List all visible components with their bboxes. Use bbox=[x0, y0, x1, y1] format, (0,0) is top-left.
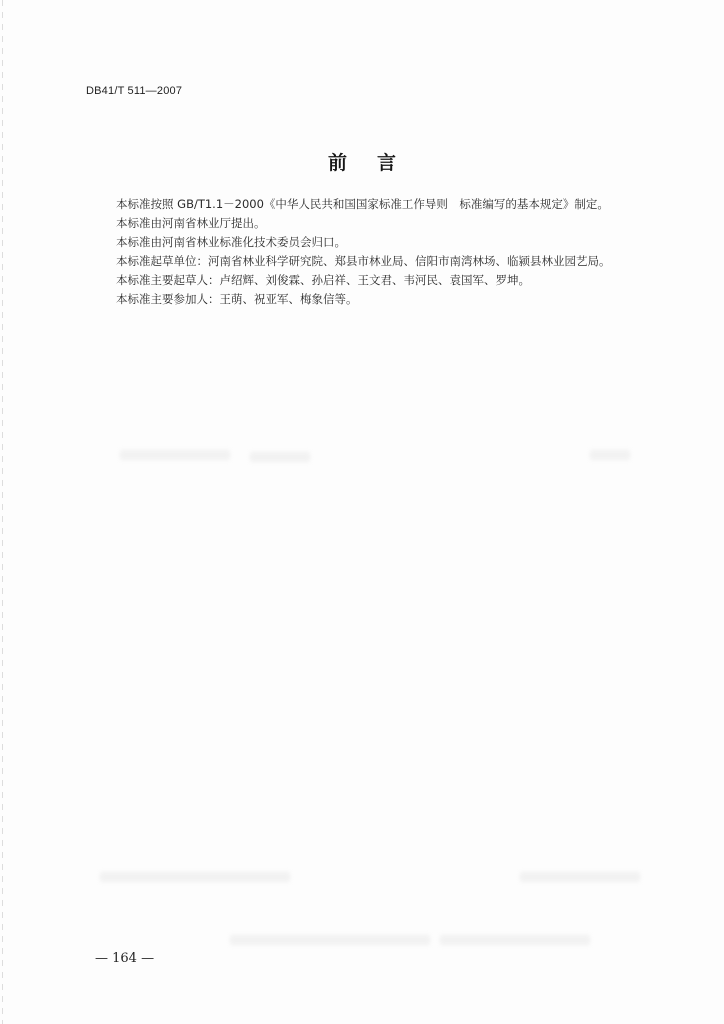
show-through-smudge bbox=[440, 935, 590, 945]
show-through-smudge bbox=[520, 872, 640, 882]
section-title bbox=[0, 148, 724, 175]
show-through-smudge bbox=[590, 450, 630, 460]
foreword-paragraph: 本标准按照 GB/T1.1－2000《中华人民共和国国家标准工作导则 标准编写的基本规定》制定。 bbox=[116, 197, 609, 211]
foreword-paragraph: 本标准由河南省林业标准化技术委员会归口。 bbox=[116, 235, 346, 249]
foreword-paragraph: 本标准主要参加人：王萌、祝亚军、梅象信等。 bbox=[116, 292, 358, 306]
page-number: — 164 — bbox=[95, 951, 155, 966]
show-through-smudge bbox=[100, 872, 290, 882]
section-title-part1: 前 bbox=[327, 152, 347, 174]
foreword-paragraph: 本标准起草单位：河南省林业科学研究院、郑县市林业局、信阳市南湾林场、临颍县林业园艺局。 bbox=[116, 254, 611, 268]
show-through-smudge bbox=[230, 935, 430, 945]
show-through-smudge bbox=[250, 452, 310, 462]
foreword-body bbox=[116, 195, 676, 309]
show-through-smudge bbox=[120, 450, 230, 460]
foreword-paragraph: 本标准由河南省林业厅提出。 bbox=[116, 216, 266, 230]
section-title-part2: 言 bbox=[377, 152, 397, 174]
document-code: DB41/T 511—2007 bbox=[86, 85, 183, 97]
foreword-paragraph: 本标准主要起草人：卢绍辉、刘俊霖、孙启祥、王文君、韦河民、袁国军、罗坤。 bbox=[116, 273, 530, 287]
